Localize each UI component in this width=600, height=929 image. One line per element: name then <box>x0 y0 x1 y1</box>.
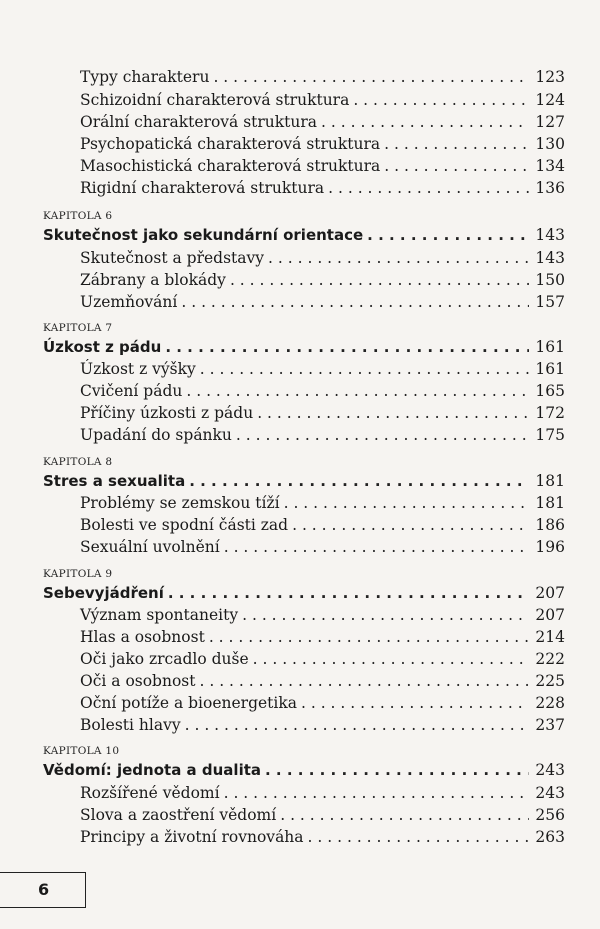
entry-title: Zábrany a blokády <box>80 271 226 289</box>
toc-entry <box>80 134 565 154</box>
toc-entry <box>80 493 565 513</box>
entry-title: Upadání do spánku <box>80 426 232 444</box>
dot-leader <box>242 605 529 625</box>
entry-page: 222 <box>535 650 565 668</box>
page-number-box <box>0 872 86 908</box>
entry-title: Bolesti ve spodní části zad <box>80 516 289 534</box>
toc-entry <box>80 515 565 535</box>
entry-page: 157 <box>535 293 565 311</box>
toc-entry <box>80 178 565 198</box>
chapter-title: Skutečnost jako sekundární orientace <box>43 226 364 244</box>
entry-title: Úzkost z výšky <box>80 360 196 378</box>
dot-leader <box>230 270 529 290</box>
entry-page: 150 <box>535 271 565 289</box>
chapter-heading <box>43 583 565 603</box>
entry-title: Oči jako zrcadlo duše <box>80 650 249 668</box>
dot-leader <box>367 225 529 245</box>
entry-page: 175 <box>535 426 565 444</box>
chapter-page: 243 <box>535 761 565 779</box>
entry-page: 165 <box>535 382 565 400</box>
entry-title: Typy charakteru <box>80 68 210 86</box>
dot-leader <box>292 515 529 535</box>
chapter-page: 181 <box>535 472 565 490</box>
chapter-page: 161 <box>535 338 565 356</box>
dot-leader <box>186 381 529 401</box>
dot-leader <box>280 805 529 825</box>
entry-page: 263 <box>535 828 565 846</box>
toc-entry <box>80 827 565 847</box>
entry-title: Masochistická charakterová struktura <box>80 157 381 175</box>
entry-title: Význam spontaneity <box>80 606 239 624</box>
entry-title: Rigidní charakterová struktura <box>80 179 325 197</box>
dot-leader <box>384 156 529 176</box>
entry-title: Sexuální uvolnění <box>80 538 220 556</box>
toc-entry <box>80 381 565 401</box>
chapter-page: 143 <box>535 226 565 244</box>
entry-page: 124 <box>535 91 565 109</box>
dot-leader <box>224 537 530 557</box>
entry-page: 186 <box>535 516 565 534</box>
dot-leader <box>236 425 529 445</box>
dot-leader <box>168 583 530 603</box>
dot-leader <box>209 627 530 647</box>
chapter-label: KAPITOLA 8 <box>43 456 113 468</box>
dot-leader <box>301 693 529 713</box>
dot-leader <box>213 67 529 87</box>
toc-entry <box>80 627 565 647</box>
toc-entry <box>80 248 565 268</box>
chapter-heading <box>43 225 565 245</box>
chapter-label: KAPITOLA 10 <box>43 745 120 757</box>
entry-page: 161 <box>535 360 565 378</box>
entry-title: Principy a životní rovnováha <box>80 828 304 846</box>
chapter-heading <box>43 337 565 357</box>
chapter-heading <box>43 471 565 491</box>
entry-page: 207 <box>535 606 565 624</box>
dot-leader <box>165 337 529 357</box>
entry-page: 228 <box>535 694 565 712</box>
entry-title: Slova a zaostření vědomí <box>80 806 277 824</box>
toc-entry <box>80 156 565 176</box>
entry-title: Psychopatická charakterová struktura <box>80 135 381 153</box>
toc-entry <box>80 715 565 735</box>
entry-title: Příčiny úzkosti z pádu <box>80 404 254 422</box>
entry-page: 243 <box>535 784 565 802</box>
entry-title: Rozšířené vědomí <box>80 784 220 802</box>
entry-page: 181 <box>535 494 565 512</box>
entry-title: Orální charakterová struktura <box>80 113 318 131</box>
chapter-page: 207 <box>535 584 565 602</box>
dot-leader <box>181 292 529 312</box>
dot-leader <box>224 783 530 803</box>
dot-leader <box>199 671 529 691</box>
toc-entry <box>80 270 565 290</box>
entry-page: 143 <box>535 249 565 267</box>
entry-page: 123 <box>535 68 565 86</box>
dot-leader <box>253 649 530 669</box>
toc-entry <box>80 112 565 132</box>
entry-page: 256 <box>535 806 565 824</box>
chapter-title: Úzkost z pádu <box>43 338 162 356</box>
entry-title: Oči a osobnost <box>80 672 196 690</box>
entry-page: 130 <box>535 135 565 153</box>
toc-entry <box>80 605 565 625</box>
chapter-label: KAPITOLA 9 <box>43 568 113 580</box>
toc-entry <box>80 425 565 445</box>
dot-leader <box>257 403 529 423</box>
entry-page: 127 <box>535 113 565 131</box>
dot-leader <box>265 760 529 780</box>
chapter-heading <box>43 760 565 780</box>
entry-page: 225 <box>535 672 565 690</box>
chapter-title: Sebevyjádření <box>43 584 164 602</box>
dot-leader <box>189 471 529 491</box>
dot-leader <box>200 359 530 379</box>
toc-entry <box>80 805 565 825</box>
entry-title: Oční potíže a bioenergetika <box>80 694 297 712</box>
dot-leader <box>185 715 530 735</box>
page-number: 6 <box>38 880 50 899</box>
entry-title: Schizoidní charakterová struktura <box>80 91 350 109</box>
dot-leader <box>384 134 529 154</box>
dot-leader <box>268 248 529 268</box>
entry-page: 214 <box>535 628 565 646</box>
entry-page: 237 <box>535 716 565 734</box>
dot-leader <box>353 90 529 110</box>
toc-entry <box>80 67 565 87</box>
entry-title: Uzemňování <box>80 293 178 311</box>
dot-leader <box>328 178 529 198</box>
toc-entry <box>80 403 565 423</box>
toc-entry <box>80 693 565 713</box>
entry-page: 172 <box>535 404 565 422</box>
entry-page: 196 <box>535 538 565 556</box>
entry-title: Cvičení pádu <box>80 382 183 400</box>
entry-title: Problémy se zemskou tíží <box>80 494 280 512</box>
entry-title: Hlas a osobnost <box>80 628 205 646</box>
chapter-label: KAPITOLA 7 <box>43 322 113 334</box>
entry-page: 136 <box>535 179 565 197</box>
toc-entry <box>80 90 565 110</box>
toc-entry <box>80 783 565 803</box>
chapter-title: Stres a sexualita <box>43 472 186 490</box>
toc-entry <box>80 359 565 379</box>
chapter-title: Vědomí: jednota a dualita <box>43 761 262 779</box>
dot-leader <box>321 112 529 132</box>
entry-title: Bolesti hlavy <box>80 716 181 734</box>
entry-page: 134 <box>535 157 565 175</box>
toc-entry <box>80 292 565 312</box>
toc-entry <box>80 537 565 557</box>
toc-entry <box>80 649 565 669</box>
toc-entry <box>80 671 565 691</box>
entry-title: Skutečnost a představy <box>80 249 265 267</box>
chapter-label: KAPITOLA 6 <box>43 210 113 222</box>
dot-leader <box>308 827 530 847</box>
dot-leader <box>284 493 530 513</box>
